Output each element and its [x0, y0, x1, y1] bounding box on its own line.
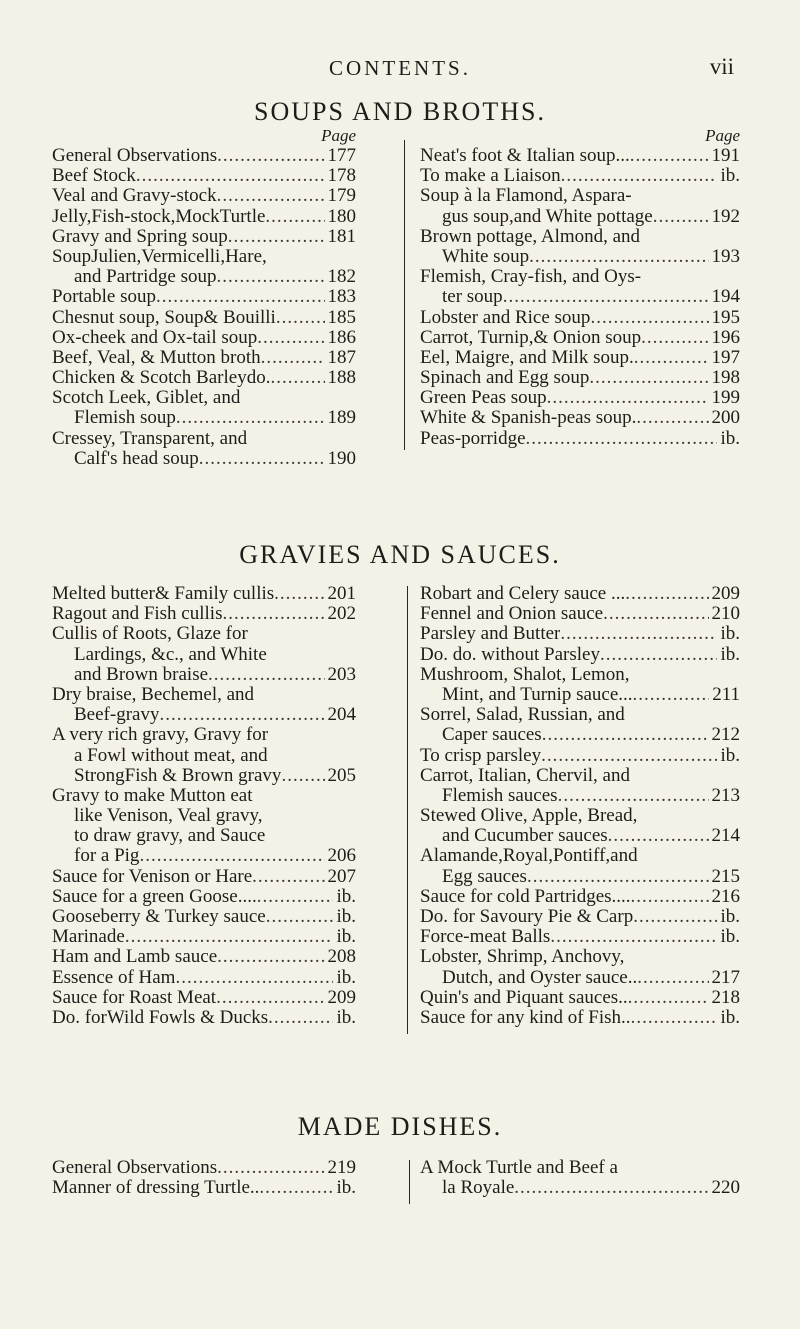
leader-dots [208, 665, 324, 685]
gravies-right-column [420, 584, 740, 1028]
toc-entry [52, 449, 356, 469]
toc-entry-title: Caper sauces [442, 725, 542, 746]
leader-dots [261, 348, 325, 368]
leader-dots [633, 685, 710, 705]
leader-dots [541, 746, 717, 766]
toc-entry [52, 584, 356, 604]
gravies-left-column [52, 584, 356, 1028]
made-dishes-right-column [420, 1158, 740, 1198]
leader-dots [634, 348, 709, 368]
toc-entry-title: To make a Liaison [420, 166, 561, 187]
toc-entry-title: A Mock Turtle and Beef a [420, 1158, 618, 1178]
toc-entry-title: Stewed Olive, Apple, Bread, [420, 806, 638, 827]
toc-entry [52, 665, 356, 685]
leader-dots [633, 907, 717, 927]
toc-entry [52, 786, 356, 806]
toc-entry [52, 887, 356, 907]
toc-entry [52, 368, 356, 388]
toc-entry [420, 146, 740, 166]
toc-entry-page: ib. [336, 966, 356, 988]
toc-entry-page: 205 [327, 764, 356, 786]
toc-entry [420, 186, 740, 206]
toc-entry-page: 215 [711, 865, 740, 887]
toc-entry-page: ib. [720, 165, 740, 187]
toc-entry-title: Gravy to make Mutton eat [52, 785, 253, 806]
toc-entry [420, 867, 740, 887]
toc-entry [52, 287, 356, 307]
toc-entry-page: 204 [327, 704, 356, 726]
toc-entry-title: Green Peas soup [420, 388, 547, 409]
toc-entry [52, 348, 356, 368]
toc-entry-page: 210 [711, 603, 740, 625]
toc-entry [420, 584, 740, 604]
toc-entry-title: Gravy and Spring soup [52, 226, 228, 247]
toc-entry [52, 947, 356, 967]
leader-dots [217, 1158, 324, 1178]
toc-entry [420, 227, 740, 247]
toc-entry [52, 705, 356, 725]
toc-entry [420, 247, 740, 267]
toc-entry-title: Neat's foot & Italian soup... [420, 146, 630, 166]
toc-entry [52, 1178, 356, 1198]
leader-dots [630, 146, 709, 166]
column-divider [404, 140, 405, 450]
toc-entry-title: Sauce for Roast Meat [52, 987, 217, 1008]
toc-entry [420, 887, 740, 907]
toc-entry-page: 209 [711, 583, 740, 604]
toc-entry [52, 968, 356, 988]
toc-entry-title: ter soup [442, 287, 503, 308]
toc-entry-page: 211 [712, 683, 740, 705]
toc-entry-page: 206 [327, 845, 356, 867]
toc-entry-page: ib. [336, 1177, 356, 1199]
leader-dots [175, 968, 333, 988]
toc-entry-title: Flemish soup [74, 408, 176, 429]
toc-entry-title: Ham and Lamb sauce [52, 947, 218, 968]
toc-entry-title: Cullis of Roots, Glaze for [52, 624, 248, 645]
toc-entry-page: ib. [336, 1006, 356, 1028]
toc-entry [52, 1158, 356, 1178]
leader-dots [542, 725, 709, 745]
toc-entry-page: 196 [711, 326, 740, 348]
toc-entry-page: 195 [711, 306, 740, 328]
toc-entry [420, 328, 740, 348]
toc-entry-title: General Observations [52, 1158, 218, 1178]
toc-entry-page: ib. [720, 906, 740, 927]
toc-entry-page: 201 [327, 583, 356, 604]
toc-entry-title: Flemish sauces [442, 785, 558, 806]
toc-entry-page: 200 [711, 407, 740, 429]
toc-entry [420, 645, 740, 665]
toc-entry [420, 267, 740, 287]
toc-entry [52, 267, 356, 287]
toc-entry-title: Flemish, Cray-fish, and Oys- [420, 267, 642, 288]
toc-entry-title: Do. do. without Parsley [420, 644, 600, 665]
toc-entry [420, 166, 740, 186]
leader-dots [628, 988, 709, 1008]
leader-dots [252, 867, 324, 887]
toc-entry [420, 685, 740, 705]
toc-entry-page: ib. [720, 926, 740, 948]
leader-dots [266, 907, 334, 927]
toc-entry-title: Cressey, Transparent, and [52, 428, 248, 449]
toc-entry-page: 216 [711, 885, 740, 907]
leader-dots [274, 584, 324, 604]
leader-dots [268, 1008, 333, 1028]
toc-entry [420, 308, 740, 328]
toc-entry-title: SoupJulien,Vermicelli,Hare, [52, 246, 267, 267]
toc-entry-page: 188 [327, 367, 356, 389]
leader-dots [625, 584, 708, 604]
toc-entry-page: ib. [720, 1006, 740, 1028]
toc-entry-title: Veal and Gravy-stock [52, 186, 217, 207]
soups-left-column [52, 126, 356, 469]
toc-entry-title: Spinach and Egg soup [420, 368, 590, 389]
toc-entry [52, 604, 356, 624]
toc-entry-page: 180 [327, 205, 356, 227]
running-title: CONTENTS. [329, 56, 471, 80]
toc-entry-title: Sauce for a green Goose.... [52, 886, 257, 907]
toc-entry-title: Egg sauces [442, 866, 527, 887]
toc-entry-title: Jelly,Fish-stock,MockTurtle [52, 206, 266, 227]
page-column-heading: Page [321, 126, 356, 145]
toc-entry-title: Beef Stock [52, 166, 136, 187]
toc-entry [52, 328, 356, 348]
toc-entry-page: 192 [711, 205, 740, 227]
toc-entry-title: Calf's head soup [74, 448, 199, 469]
column-divider [409, 1160, 410, 1204]
leader-dots [560, 624, 717, 644]
toc-entry-title: Dry braise, Bechemel, and [52, 684, 255, 705]
toc-entry-title: Sauce for any kind of Fish.. [420, 1007, 631, 1028]
toc-entry-title: Robart and Celery sauce ... [420, 584, 626, 604]
toc-entry-title: Manner of dressing Turtle.. [52, 1178, 260, 1199]
toc-entry-page: 197 [711, 346, 740, 368]
toc-entry-page: 178 [327, 165, 356, 187]
toc-entry-page: 203 [327, 663, 356, 685]
section-title-made-dishes: MADE DISHES. [297, 1112, 503, 1141]
toc-entry-title: Sauce for cold Partridges.... [420, 886, 631, 907]
page-folio: vii [709, 54, 734, 79]
toc-entry-title: To crisp parsley [420, 745, 542, 766]
toc-entry-page: 218 [711, 986, 740, 1008]
toc-entry-title: gus soup,and White pottage [442, 206, 653, 227]
leader-dots [631, 887, 709, 907]
toc-entry [420, 1158, 740, 1178]
leader-dots [503, 287, 709, 307]
toc-entry-page: 187 [327, 346, 356, 368]
toc-entry [52, 907, 356, 927]
toc-entry [52, 247, 356, 267]
toc-entry [52, 766, 356, 786]
toc-entry-page: 202 [327, 603, 356, 625]
toc-entry-title: Mushroom, Shalot, Lemon, [420, 664, 630, 685]
toc-entry-title: White & Spanish-peas soup. [420, 408, 637, 429]
leader-dots [281, 766, 324, 786]
toc-entry [420, 806, 740, 826]
toc-entry-title: Chesnut soup, Soup& Bouilli [52, 307, 276, 328]
toc-entry-title: Beef, Veal, & Mutton broth [52, 347, 261, 368]
leader-dots [529, 247, 708, 267]
toc-entry [52, 988, 356, 1008]
leader-dots [653, 207, 709, 227]
toc-entry-page: 183 [327, 286, 356, 308]
toc-entry-page: 185 [327, 306, 356, 328]
toc-entry [420, 746, 740, 766]
toc-entry-title: Lobster, Shrimp, Anchovy, [420, 947, 625, 968]
leader-dots [600, 645, 718, 665]
section-title-gravies: GRAVIES AND SAUCES. [239, 540, 561, 569]
leader-dots [228, 227, 325, 247]
toc-entry [52, 408, 356, 428]
toc-entry-page: 212 [711, 724, 740, 746]
toc-entry-page: 191 [711, 145, 740, 166]
section-title-soups: SOUPS AND BROTHS. [254, 97, 546, 126]
toc-entry-title: Chicken & Scotch Barleydo. [52, 368, 271, 389]
leader-dots [590, 308, 708, 328]
toc-entry [420, 1178, 740, 1198]
toc-entry-title: A very rich gravy, Gravy for [52, 725, 269, 746]
leader-dots [526, 429, 718, 449]
leader-dots [547, 388, 709, 408]
leader-dots [637, 968, 708, 988]
toc-entry-title: Do. forWild Fowls & Ducks [52, 1007, 269, 1028]
toc-entry [420, 725, 740, 745]
toc-entry-page: 207 [327, 865, 356, 887]
toc-entry-title: Carrot, Italian, Chervil, and [420, 765, 630, 786]
leader-dots [125, 927, 334, 947]
toc-entry-title: Ragout and Fish cullis [52, 604, 223, 625]
leader-dots [276, 308, 325, 328]
toc-entry-title: Marinade [52, 927, 125, 948]
toc-entry [420, 786, 740, 806]
toc-entry-page: 194 [711, 286, 740, 308]
toc-entry [420, 988, 740, 1008]
leader-dots [527, 867, 709, 887]
toc-entry-title: Lobster and Rice soup [420, 307, 591, 328]
toc-entry-page: 220 [711, 1177, 740, 1199]
leader-dots [159, 705, 324, 725]
toc-entry-page: 199 [711, 387, 740, 409]
toc-entry-title: Soup à la Flamond, Aspara- [420, 186, 632, 207]
toc-entry-title: and Partridge soup [74, 267, 217, 288]
toc-entry-title: StrongFish & Brown gravy [74, 765, 282, 786]
toc-entry-title: Ox-cheek and Ox-tail soup [52, 327, 258, 348]
toc-entry-title: General Observations [52, 146, 218, 166]
leader-dots [631, 1008, 718, 1028]
toc-entry-title: Do. for Savoury Pie & Carp [420, 907, 634, 927]
toc-entry-page: 213 [711, 784, 740, 806]
leader-dots [603, 604, 708, 624]
toc-entry [420, 388, 740, 408]
toc-entry [52, 388, 356, 408]
leader-dots [589, 368, 708, 388]
toc-entry-title: Essence of Ham [52, 967, 176, 988]
toc-entry-title: Scotch Leek, Giblet, and [52, 388, 241, 409]
toc-entry-title: Brown pottage, Almond, and [420, 226, 641, 247]
toc-entry [52, 186, 356, 206]
toc-entry [52, 227, 356, 247]
toc-entry-page: 179 [327, 185, 356, 207]
leader-dots [176, 408, 325, 428]
toc-entry [420, 927, 740, 947]
toc-entry-title: like Venison, Veal gravy, [74, 806, 263, 827]
toc-entry-title: to draw gravy, and Sauce [74, 826, 266, 847]
toc-entry [52, 308, 356, 328]
toc-entry-page: 177 [327, 145, 356, 166]
toc-entry [52, 826, 356, 846]
toc-entry [420, 665, 740, 685]
soups-right-column [420, 126, 740, 449]
leader-dots [216, 267, 324, 287]
toc-entry [420, 826, 740, 846]
toc-entry-title: Lardings, &c., and White [74, 644, 267, 665]
toc-entry-page: ib. [720, 427, 740, 449]
toc-entry-title: Parsley and Butter [420, 624, 561, 645]
toc-entry-page: ib. [336, 926, 356, 948]
toc-entry-title: Dutch, and Oyster sauce.. [442, 967, 638, 988]
toc-entry-title: for a Pig [74, 846, 140, 867]
toc-entry-title: Quin's and Piquant sauces.. [420, 987, 628, 1008]
toc-entry-page: ib. [720, 643, 740, 665]
toc-entry-title: Portable soup [52, 287, 156, 308]
toc-entry-page: 189 [327, 407, 356, 429]
toc-entry [420, 207, 740, 227]
toc-entry [420, 604, 740, 624]
leader-dots [257, 887, 334, 907]
made-dishes-left-column [52, 1158, 356, 1198]
toc-entry-title: Fennel and Onion sauce [420, 604, 604, 625]
toc-entry [420, 429, 740, 449]
leader-dots [139, 846, 324, 866]
toc-entry-page: 217 [711, 966, 740, 988]
toc-entry-title: la Royale [442, 1178, 515, 1199]
toc-entry [52, 846, 356, 866]
toc-entry [52, 725, 356, 745]
leader-dots [550, 927, 717, 947]
toc-entry [420, 766, 740, 786]
toc-entry [52, 645, 356, 665]
toc-entry-page: 182 [327, 266, 356, 288]
toc-entry-title: Carrot, Turnip,& Onion soup [420, 327, 642, 348]
toc-entry [420, 846, 740, 866]
leader-dots [136, 166, 325, 186]
toc-entry [52, 624, 356, 644]
leader-dots [156, 287, 325, 307]
toc-entry-page: 208 [327, 946, 356, 968]
toc-entry-title: Eel, Maigre, and Milk soup. [420, 347, 634, 368]
toc-entry-title: Alamande,Royal,Pontiff,and [420, 846, 638, 867]
toc-entry [420, 368, 740, 388]
toc-entry [52, 685, 356, 705]
leader-dots [270, 368, 324, 388]
leader-dots [222, 604, 324, 624]
toc-entry [420, 968, 740, 988]
page-header [0, 44, 800, 84]
toc-entry [52, 207, 356, 227]
leader-dots [265, 207, 324, 227]
toc-entry-page: 193 [711, 245, 740, 267]
toc-entry-title: White soup [442, 246, 530, 267]
toc-entry [52, 867, 356, 887]
toc-entry [52, 146, 356, 166]
toc-entry [52, 166, 356, 186]
leader-dots [636, 408, 708, 428]
toc-entry-title: Beef-gravy [74, 705, 160, 726]
toc-entry [420, 287, 740, 307]
toc-entry [52, 1008, 356, 1028]
toc-entry [52, 746, 356, 766]
toc-entry [420, 705, 740, 725]
toc-entry-title: Mint, and Turnip sauce... [442, 684, 633, 705]
toc-entry [420, 907, 740, 927]
toc-entry-title: Sorrel, Salad, Russian, and [420, 705, 625, 726]
toc-entry-page: 209 [327, 986, 356, 1008]
leader-dots [259, 1178, 333, 1198]
leader-dots [217, 947, 324, 967]
toc-entry [420, 624, 740, 644]
toc-entry-page: 198 [711, 367, 740, 389]
toc-entry-title: Melted butter& Family cullis [52, 584, 275, 604]
column-divider [407, 586, 408, 1034]
toc-entry [52, 429, 356, 449]
toc-entry-title: Force-meat Balls [420, 927, 551, 948]
toc-entry-title: Gooseberry & Turkey sauce [52, 907, 266, 927]
toc-entry [420, 408, 740, 428]
leader-dots [641, 328, 708, 348]
toc-entry-page: 219 [327, 1157, 356, 1178]
toc-entry-page: 190 [327, 447, 356, 469]
toc-entry-page: ib. [720, 623, 740, 645]
leader-dots [608, 826, 709, 846]
toc-entry [420, 947, 740, 967]
toc-entry-title: Sauce for Venison or Hare [52, 866, 253, 887]
leader-dots [217, 186, 325, 206]
leader-dots [561, 166, 718, 186]
toc-entry-title: a Fowl without meat, and [74, 745, 268, 766]
toc-entry-page: ib. [720, 744, 740, 766]
toc-entry [420, 348, 740, 368]
toc-entry-title: and Cucumber sauces [442, 826, 608, 847]
toc-entry [52, 927, 356, 947]
toc-entry-page: 186 [327, 326, 356, 348]
toc-entry-page: 214 [711, 825, 740, 847]
toc-entry-page: ib. [336, 885, 356, 907]
toc-entry-title: Peas-porridge [420, 428, 526, 449]
toc-entry-page: 181 [327, 225, 356, 247]
leader-dots [558, 786, 709, 806]
toc-entry-page: ib. [336, 906, 356, 927]
toc-entry [420, 1008, 740, 1028]
toc-entry-title: and Brown braise [74, 664, 209, 685]
leader-dots [514, 1178, 708, 1198]
leader-dots [199, 449, 325, 469]
toc-entry [52, 806, 356, 826]
leader-dots [257, 328, 324, 348]
leader-dots [217, 146, 324, 166]
leader-dots [216, 988, 324, 1008]
page-column-heading: Page [705, 126, 740, 145]
